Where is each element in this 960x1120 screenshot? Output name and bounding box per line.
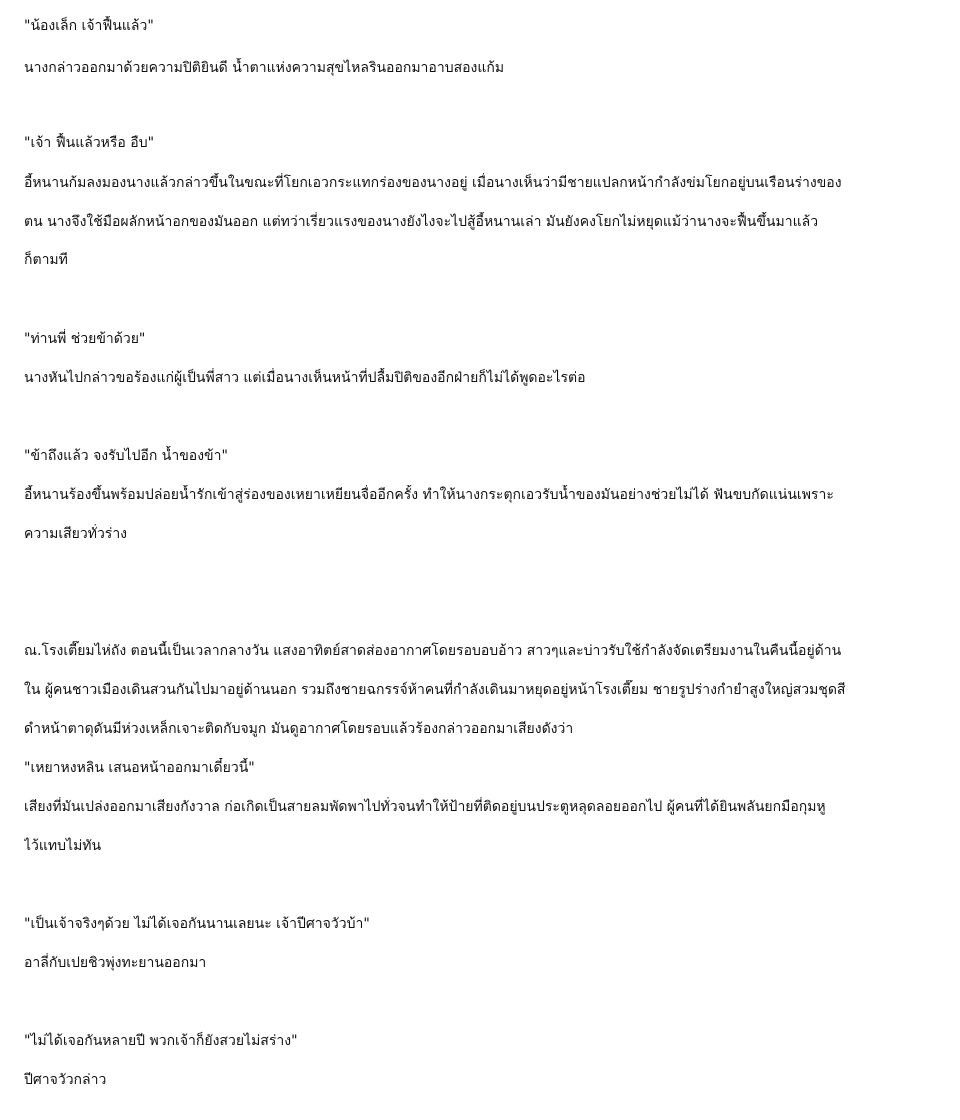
narration-line: ดำหน้าตาดุดันมีห่วงเหล็กเจาะติดกับจมูก มันดูอากาศโดยรอบแล้วร้องกล่าวออกมาเสียงดังว่า — [24, 721, 574, 737]
narration-line: ไว้แทบไม่ทัน — [24, 838, 102, 854]
dialogue-line: "ไม่ได้เจอกันหลายปี พวกเจ้าก็ยังสวยไม่สร่าง" — [24, 1033, 298, 1049]
narration-line: เสียงที่มันเปล่งออกมาเสียงกังวาล ก่อเกิดเป็นสายลมพัดพาไปทั่วจนทำให้ป้ายที่ติดอยู่บนประตูหลุดลอยออกไป ผู้คนที่ได้ยินพลันยกมือกุมหู — [24, 799, 826, 815]
dialogue-line: "ข้าถึงแล้ว จงรับไปอีก น้ำของข้า" — [24, 448, 228, 464]
narration-line: ณ.โรงเตี๊ยมไห่ถัง ตอนนี้เป็นเวลากลางวัน แสงอาทิตย์สาดส่องอากาศโดยรอบอบอ้าว สาวๆและบ่าวรับใช้กำลังจัดเตรียมงานในคืนนี้อยู่ด้าน — [24, 643, 842, 659]
narration-line: ปีศาจวัวกล่าว — [24, 1072, 107, 1088]
narration-line: อี้หนานก้มลงมองนางแล้วกล่าวขึ้นในขณะที่โยกเอวกระแทกร่องของนางอยู่ เมื่อนางเห็นว่ามีชายแปลกหน้ากำลังข่มโยกอยู่บนเรือนร่างของ — [24, 175, 842, 191]
dialogue-line: "ท่านพี่ ช่วยข้าด้วย" — [24, 331, 146, 347]
dialogue-line: "เหยาหงหลิน เสนอหน้าออกมาเดี๋ยวนี้" — [24, 760, 255, 776]
dialogue-line: "น้องเล็ก เจ้าฟื้นแล้ว" — [24, 18, 154, 34]
narration-line: นางกล่าวออกมาด้วยความปิติยินดี น้ำตาแห่งความสุขไหลรินออกมาอาบสองแก้ม — [24, 60, 505, 76]
narration-line: ก็ตามที — [24, 252, 68, 268]
narration-line: ความเสียวทั่วร่าง — [24, 526, 128, 542]
narration-line: ตน นางจึงใช้มือผลักหน้าอกของมันออก แต่ทว่าเรี่ยวแรงของนางยังไงจะไปสู้อี้หนานเล่า มันยังคงโยกไม่หยุดแม้ว่านางจะฟื้นขึ้นมาแล้ว — [24, 214, 819, 230]
narration-line: อาลี่กับเปยชิวพุ่งทะยานออกมา — [24, 955, 207, 971]
narration-line: นางหันไปกล่าวขอร้องแก่ผู้เป็นพี่สาว แต่เมื่อนางเห็นหน้าที่ปลื้มปิติของอีกฝ่ายก็ไม่ได้พูดอะไรต่อ — [24, 370, 586, 386]
narration-line: ใน ผู้คนชาวเมืองเดินสวนกันไปมาอยู่ด้านนอก รวมถึงชายฉกรรจ์ห้าคนที่กำลังเดินมาหยุดอยู่หน้าโรงเตี๊ยม ชายรูปร่างกำยำสูงใหญ่สวมชุดสี — [24, 682, 846, 698]
dialogue-line: "เจ้า ฟื้นแล้วหรือ อืบ" — [24, 135, 155, 151]
dialogue-line: "เป็นเจ้าจริงๆด้วย ไม่ได้เจอกันนานเลยนะ เจ้าปีศาจวัวบ้า" — [24, 916, 370, 932]
narration-line: อี้หนานร้องขึ้นพร้อมปล่อยน้ำรักเข้าสู่ร่องของเหยาเหยียนจื่ออีกครั้ง ทำให้นางกระตุกเอวรับน้ำของมันอย่างช่วยไม่ได้ ฟันขบกัดแน่นเพราะ — [24, 487, 834, 503]
